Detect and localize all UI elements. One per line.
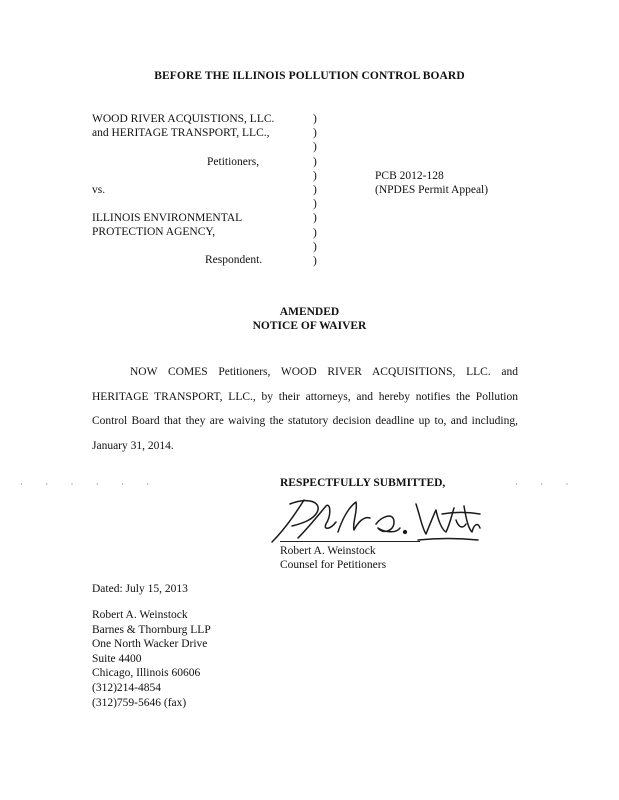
versus-label: vs.	[92, 184, 106, 196]
dated-line: Dated: July 15, 2013	[92, 583, 188, 595]
address-line: Barnes & Thornburg LLP	[92, 623, 211, 636]
address-line: Suite 4400	[92, 652, 142, 665]
signer-name: Robert A. Weinstock	[280, 545, 376, 557]
address-line: (312)759-5646 (fax)	[92, 696, 187, 709]
caption-paren: )	[313, 254, 317, 267]
caption-paren: )	[313, 141, 317, 154]
address-line: One North Wacker Drive	[92, 638, 208, 651]
notice-body	[92, 360, 518, 458]
respondent-name-line1: ILLINOIS ENVIRONMENTAL	[92, 212, 243, 224]
document-header: BEFORE THE ILLINOIS POLLUTION CONTROL BOARD	[154, 70, 465, 82]
caption-paren: )	[313, 212, 317, 225]
respondent-name-line2: PROTECTION AGENCY,	[92, 226, 216, 238]
caption-paren: )	[313, 169, 317, 182]
caption-paren: )	[313, 198, 317, 211]
scan-speckles-left: · · · · · ·	[20, 479, 160, 489]
caption-paren: )	[313, 155, 317, 168]
notice-title-line1: AMENDED	[279, 306, 340, 318]
caption-paren: )	[313, 240, 317, 253]
signature-line	[280, 541, 420, 542]
case-type: (NPDES Permit Appeal)	[375, 184, 489, 196]
case-number: PCB 2012-128	[375, 170, 444, 182]
address-block	[92, 608, 211, 710]
scan-speckles-right: · · ·	[515, 479, 579, 489]
closing-text: RESPECTFULLY SUBMITTED,	[280, 477, 446, 489]
petitioners-label: Petitioners,	[207, 156, 260, 168]
address-line: Robert A. Weinstock	[92, 609, 188, 621]
caption-paren: )	[313, 113, 317, 125]
petitioner-name-line2: and HERITAGE TRANSPORT, LLC.,	[92, 127, 270, 139]
caption-paren: )	[313, 226, 317, 239]
caption-paren: )	[313, 183, 317, 196]
respondent-label: Respondent.	[205, 254, 263, 266]
caption-paren: )	[313, 127, 317, 140]
signer-role: Counsel for Petitioners	[280, 559, 387, 571]
body-paragraph: NOW COMES Petitioners, WOOD RIVER ACQUISITIONS, LLC. and HERITAGE TRANSPORT, LLC., by their attorneys, and hereby notifies the Pollution Control Board that they are waiving the statutory decision deadline up to, and including, January 31, 2014.	[92, 366, 518, 452]
address-line: (312)214-4854	[92, 681, 161, 694]
notice-title-line2: NOTICE OF WAIVER	[252, 320, 367, 332]
caption-paren-column	[313, 112, 317, 268]
petitioner-name-line1: WOOD RIVER ACQUISTIONS, LLC.	[92, 113, 275, 125]
address-line: Chicago, Illinois 60606	[92, 667, 201, 680]
